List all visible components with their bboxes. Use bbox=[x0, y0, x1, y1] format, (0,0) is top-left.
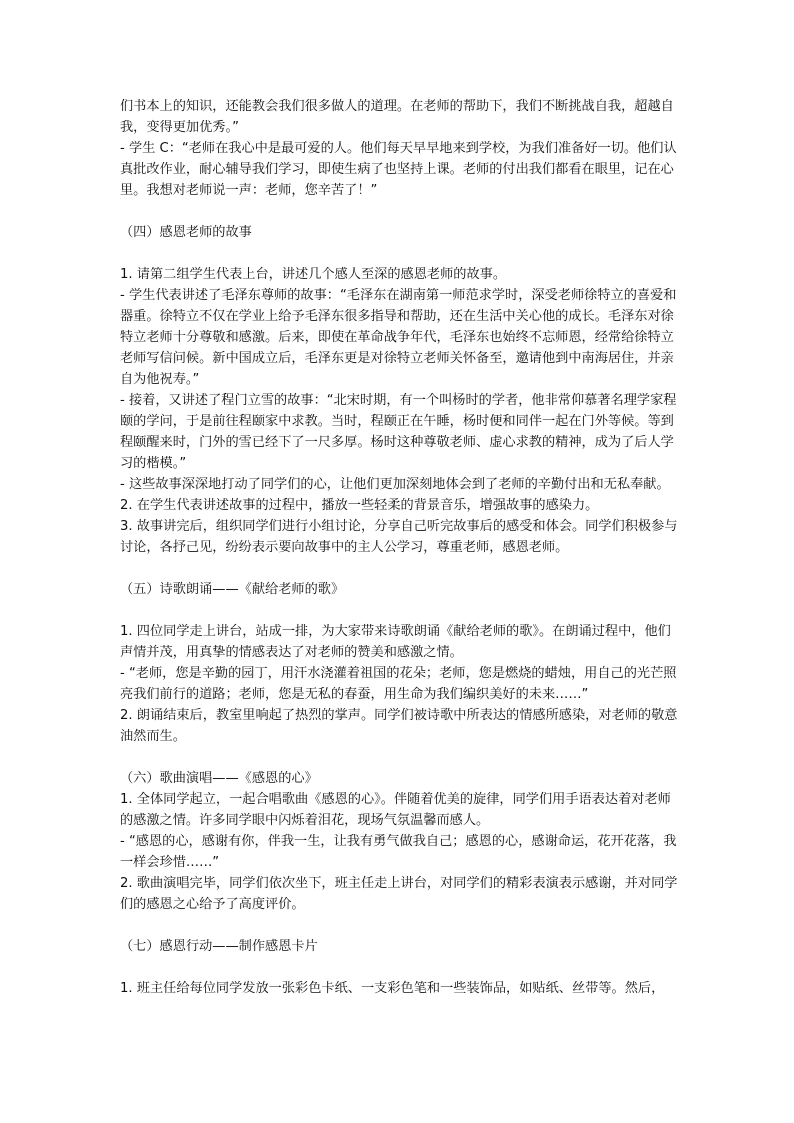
paragraph: 1. 请第二组学生代表上台，讲述几个感人至深的感恩老师的故事。 bbox=[120, 267, 507, 282]
paragraph: 2. 歌曲演唱完毕，同学们依次坐下，班主任走上讲台，对同学们的精彩表演表示感谢，并对同学们的感恩之心给予了高度评价。 bbox=[120, 876, 678, 912]
section-heading: （四）感恩老师的故事 bbox=[120, 225, 252, 240]
paragraph: - 这些故事深深地打动了同学们的心，让他们更加深刻地体会到了老师的辛勤付出和无私奉献。 bbox=[120, 477, 670, 492]
paragraph-spacer bbox=[120, 600, 680, 621]
section-heading: （五）诗歌朗诵——《献给老师的歌》 bbox=[120, 582, 345, 597]
paragraph: - “感恩的心，感谢有你，伴我一生，让我有勇气做我自己；感恩的心，感谢命运，花开花落，我一样会珍惜……” bbox=[120, 834, 677, 870]
paragraph-spacer bbox=[120, 201, 680, 222]
paragraph-spacer bbox=[120, 915, 680, 936]
paragraph-spacer bbox=[120, 957, 680, 978]
paragraph-spacer bbox=[120, 558, 680, 579]
section-heading: （七）感恩行动——制作感恩卡片 bbox=[120, 939, 318, 954]
paragraph: 们书本上的知识，还能教会我们很多做人的道理。在老师的帮助下，我们不断挑战自我，超越自我，变得更加优秀。” bbox=[120, 99, 674, 135]
paragraph: - 学生 C：“老师在我心中是最可爱的人。他们每天早早地来到学校，为我们准备好一切。他们认真批改作业，耐心辅导我们学习，即使生病了也坚持上课。老师的付出我们都看在眼里，记在心里。我想对老师说一声：老师，您辛苦了！” bbox=[120, 141, 677, 198]
paragraph: 1. 全体同学起立，一起合唱歌曲《感恩的心》。伴随着优美的旋律，同学们用手语表达着对老师的感激之情。许多同学眼中闪烁着泪花，现场气氛温馨而感人。 bbox=[120, 792, 671, 828]
document-page bbox=[120, 96, 680, 999]
paragraph: - 学生代表讲述了毛泽东尊师的故事：“毛泽东在湖南第一师范求学时，深受老师徐特立的喜爱和器重。徐特立不仅在学业上给予毛泽东很多指导和帮助，还在生活中关心他的成长。毛泽东对徐特立老师十分尊敬和感激。后来，即使在革命战争年代，毛泽东也始终不忘师恩，经常给徐特立老师写信问候。新中国成立后，毛泽东更是对徐特立老师关怀备至，邀请他到中南海居住，并亲自为他祝寿。” bbox=[120, 288, 677, 387]
paragraph: 2. 在学生代表讲述故事的过程中，播放一些轻柔的背景音乐，增强故事的感染力。 bbox=[120, 498, 599, 513]
section-heading: （六）歌曲演唱——《感恩的心》 bbox=[120, 771, 318, 786]
paragraph: - 接着，又讲述了程门立雪的故事：“北宋时期，有一个叫杨时的学者，他非常仰慕著名理学家程颐的学问，于是前往程颐家中求教。当时，程颐正在午睡，杨时便和同伴一起在门外等候。等到程颐醒来时，门外的雪已经下了一尺多厚。杨时这种尊敬老师、虚心求教的精神，成为了后人学习的楷模。” bbox=[120, 393, 677, 471]
paragraph: 2. 朗诵结束后，教室里响起了热烈的掌声。同学们被诗歌中所表达的情感所感染，对老师的敬意油然而生。 bbox=[120, 708, 678, 744]
paragraph: 3. 故事讲完后，组织同学们进行小组讨论，分享自己听完故事后的感受和体会。同学们积极参与讨论，各抒己见，纷纷表示要向故事中的主人公学习，尊重老师，感恩老师。 bbox=[120, 519, 678, 555]
paragraph-spacer bbox=[120, 243, 680, 264]
paragraph: 1. 四位同学走上讲台，站成一排，为大家带来诗歌朗诵《献给老师的歌》。在朗诵过程中，他们声情并茂，用真挚的情感表达了对老师的赞美和感激之情。 bbox=[120, 624, 671, 660]
paragraph-spacer bbox=[120, 747, 680, 768]
paragraph: - “老师，您是辛勤的园丁，用汗水浇灌着祖国的花朵；老师，您是燃烧的蜡烛，用自己的光芒照亮我们前行的道路；老师，您是无私的春蚕，用生命为我们编织美好的未来……” bbox=[120, 666, 677, 702]
paragraph: 1. 班主任给每位同学发放一张彩色卡纸、一支彩色笔和一些装饰品，如贴纸、丝带等。然后， bbox=[120, 981, 665, 996]
